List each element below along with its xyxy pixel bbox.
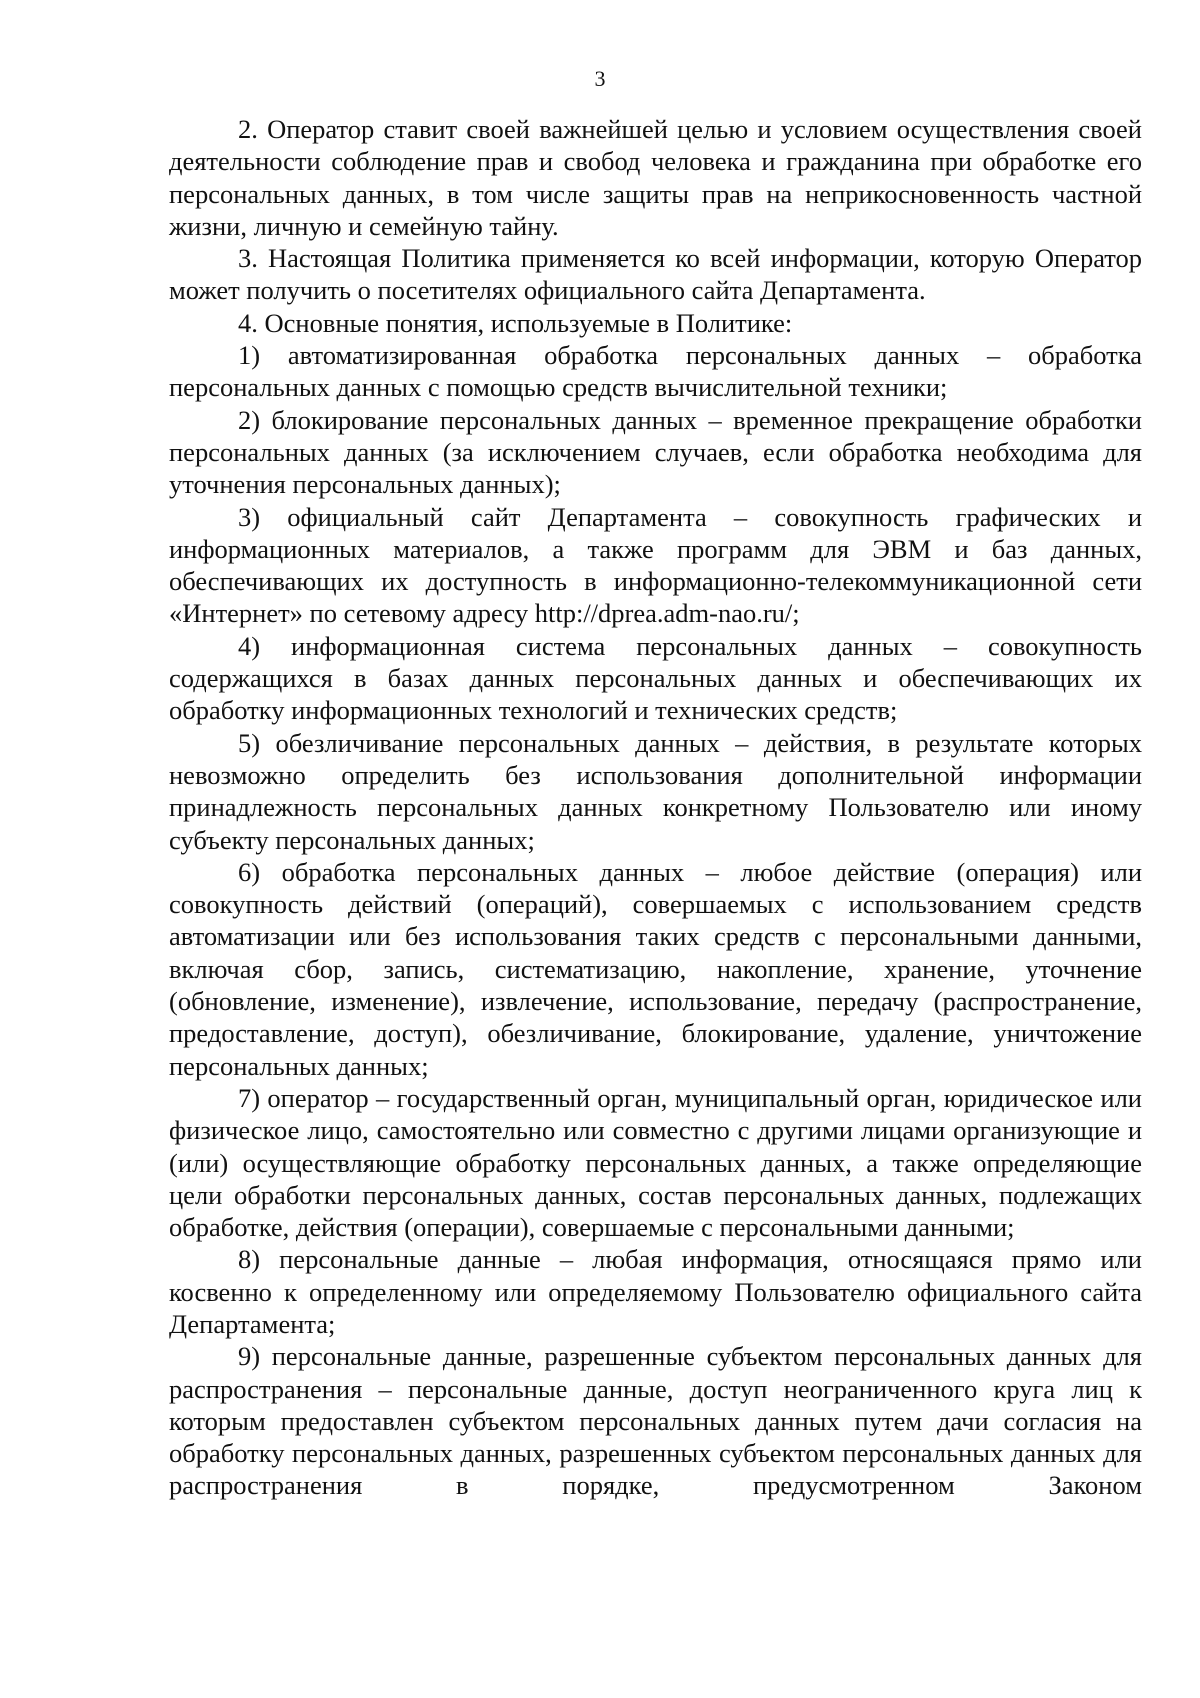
paragraph-2-operator-goal: 2. Оператор ставит своей важнейшей целью и условием осуществления своей деятельности соблюдение прав и свобод человека и гражданина при обработке его персональных данных, в том числе защиты прав на неприкосновенность частной жизни, личную и семейную тайну. <box>169 114 1142 241</box>
definition-official-site: 3) официальный сайт Департамента – совокупность графических и информационных материалов, а также программ для ЭВМ и баз данных, обеспечивающих их доступность в информационно-телекоммуникационной сети «Интернет» по сетевому адресу http://dprea.adm-nao.ru/; <box>169 501 1142 629</box>
definition-operator: 7) оператор – государственный орган, муниципальный орган, юридическое или физическое лицо, самостоятельно или совместно с другими лицами организующие и (или) осуществляющие обработку персональных данных, а также определяющие цели обработки персональных данных, состав персональных данных, подлежащих обработке, действия (операции), совершаемые с персональными данными; <box>169 1082 1142 1243</box>
paragraph-3-policy-scope: 3. Настоящая Политика применяется ко всей информации, которую Оператор может получить о посетителях официального сайта Департамента. <box>169 243 1142 306</box>
definition-personal-data: 8) персональные данные – любая информация, относящаяся прямо или косвенно к определенному или определяемому Пользователю официального сайта Департамента; <box>169 1244 1142 1339</box>
definition-processing: 6) обработка персональных данных – любое действие (операция) или совокупность действий (операций), совершаемых с использованием средств автоматизации или без использования таких средств с персональными данными, включая сбор, запись, систематизацию, накопление, хранение, уточнение (обновление, изменение), извлечение, использование, передачу (распространение, предоставление, доступ), обезличивание, блокирование, удаление, уничтожение персональных данных; <box>169 856 1142 1081</box>
page-number: 3 <box>594 66 606 91</box>
definition-depersonalization: 5) обезличивание персональных данных – действия, в результате которых невозможно определить без использования дополнительной информации принадлежность персональных данных конкретному Пользователю или иному субъекту персональных данных; <box>169 727 1142 855</box>
definition-blocking: 2) блокирование персональных данных – временное прекращение обработки персональных данных (за исключением случаев, если обработка необходима для уточнения персональных данных); <box>169 404 1142 500</box>
definition-personal-data-for-distribution: 9) персональные данные, разрешенные субъектом персональных данных для распространения – персональные данные, доступ неограниченного круга лиц к которым предоставлен субъектом персональных данных путем дачи согласия на обработку персональных данных, разрешенных субъектом персональных данных для распространения в порядке, предусмотренном Законом <box>169 1341 1142 1501</box>
definition-automated-processing: 1) автоматизированная обработка персональных данных – обработка персональных данных с помощью средств вычислительной техники; <box>169 340 1142 403</box>
definition-information-system: 4) информационная система персональных данных – совокупность содержащихся в базах данных персональных данных и обеспечивающих их обработку информационных технологий и технических средств; <box>169 630 1142 726</box>
paragraph-4-definitions-heading: 4. Основные понятия, используемые в Политике: <box>238 307 793 338</box>
document-body <box>169 113 1142 1502</box>
